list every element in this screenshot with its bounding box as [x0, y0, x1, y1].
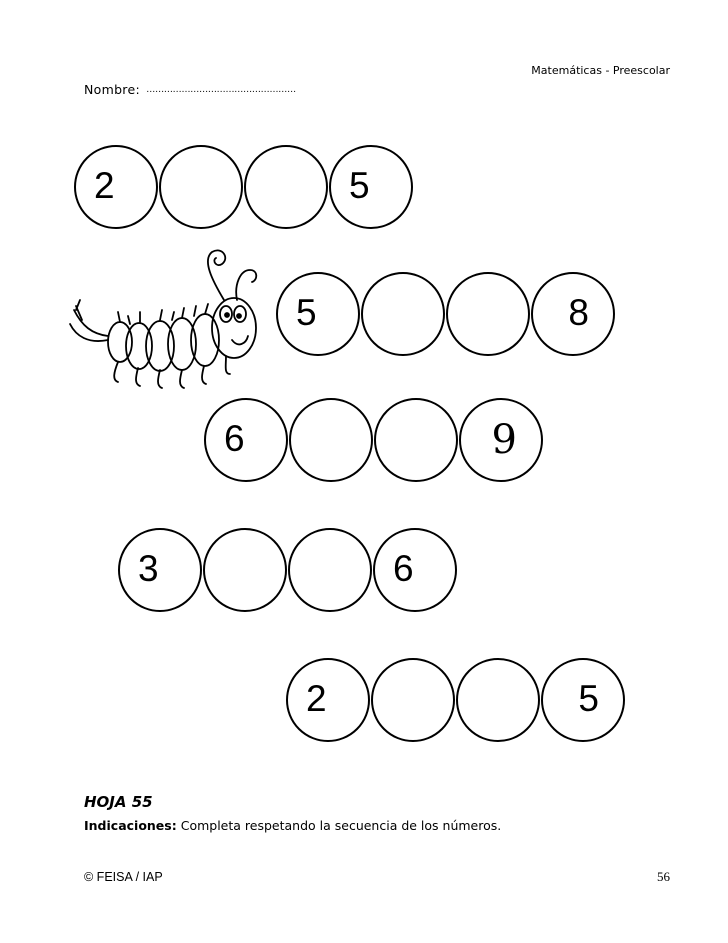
- number-label: 8: [568, 292, 589, 333]
- circle-cell: [74, 145, 158, 229]
- number-label: 2: [94, 165, 115, 206]
- caterpillar-icon: [62, 240, 272, 400]
- number-label: 5: [296, 292, 317, 333]
- instructions-text: Completa respetando la secuencia de los números.: [180, 818, 502, 833]
- blank-circle[interactable]: [203, 528, 287, 612]
- name-label: Nombre:: [84, 82, 140, 97]
- number-label: 3: [138, 548, 159, 589]
- instructions-label: Indicaciones:: [84, 818, 177, 833]
- sequence-row-4: [118, 528, 458, 612]
- blank-circle[interactable]: [244, 145, 328, 229]
- sheet-title: HOJA 55: [84, 793, 153, 811]
- circle-cell: [276, 272, 360, 356]
- number-label: 5: [349, 165, 370, 206]
- blank-circle[interactable]: [289, 398, 373, 482]
- instructions: [84, 818, 501, 833]
- number-label: 2: [306, 678, 327, 719]
- circle-cell: [373, 528, 457, 612]
- sequence-row-1: [74, 145, 414, 229]
- blank-circle[interactable]: [361, 272, 445, 356]
- circle-cell: [118, 528, 202, 612]
- blank-circle[interactable]: [446, 272, 530, 356]
- circle-cell: [541, 658, 625, 742]
- circle-cell: [531, 272, 615, 356]
- sequence-row-2: [276, 272, 616, 356]
- circle-cell: [329, 145, 413, 229]
- number-label: 9: [491, 417, 517, 463]
- name-field: [84, 82, 296, 97]
- circle-cell: [286, 658, 370, 742]
- number-label: 6: [224, 418, 245, 459]
- sequence-row-5: [286, 658, 626, 742]
- copyright-footer: © FEISA / IAP: [84, 870, 163, 884]
- subject-header: Matemáticas - Preescolar: [531, 64, 670, 77]
- blank-circle[interactable]: [374, 398, 458, 482]
- blank-circle[interactable]: [159, 145, 243, 229]
- blank-circle[interactable]: [371, 658, 455, 742]
- circle-cell: [204, 398, 288, 482]
- page-number: 56: [657, 869, 670, 884]
- sequence-row-3: [204, 398, 544, 482]
- number-label: 6: [393, 548, 414, 589]
- number-label: 5: [578, 678, 599, 719]
- circle-cell: [459, 398, 543, 482]
- blank-circle[interactable]: [288, 528, 372, 612]
- blank-circle[interactable]: [456, 658, 540, 742]
- name-blank: ……………………………………………: [146, 85, 296, 95]
